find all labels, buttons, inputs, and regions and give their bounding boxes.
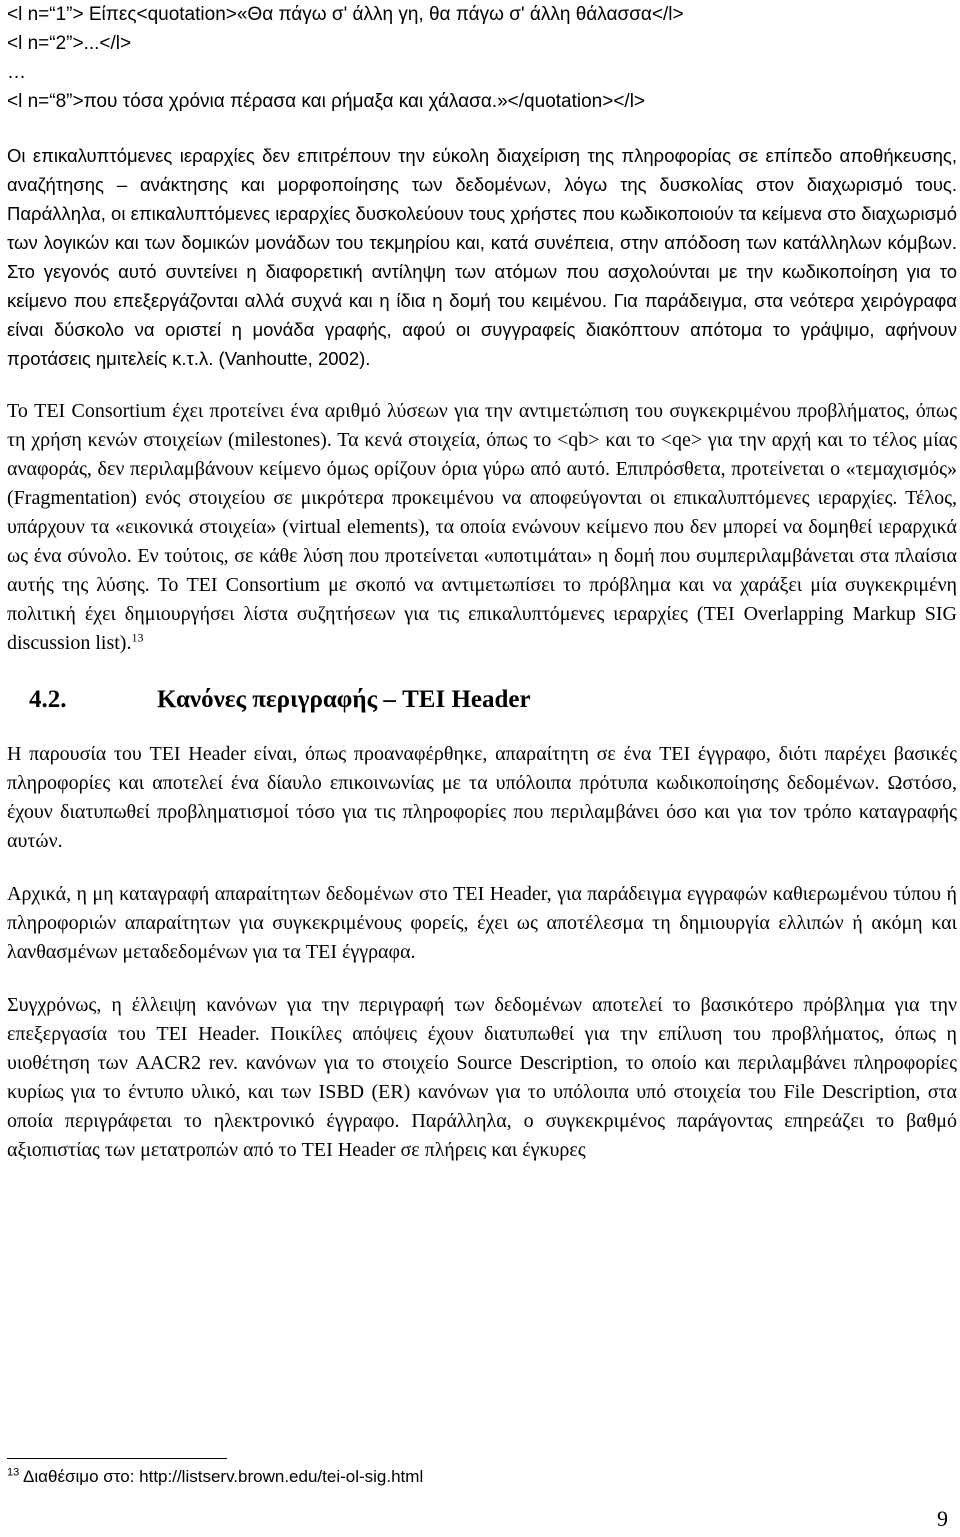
paragraph-tei-header-presence: Η παρουσία του TEI Header είναι, όπως προαναφέρθηκε, απαραίτητη σε ένα TEI έγγραφο, διότι παρέχει βασικές πληροφορίες και αποτελεί ένα δίαυλο επικοινωνίας με τα υπόλοιπα πρότυπα κωδικοποίησης δεδομένων. Ωστόσο, έχουν διατυπωθεί προβληματισμοί τόσο για τις πληροφορίες που περιλαμβάνει όσο και για τον τρόπο καταγραφής αυτών. <box>7 743 957 852</box>
footnote-text: Διαθέσιμο στο: http://listserv.brown.edu/tei-ol-sig.html <box>23 1467 424 1486</box>
section-number: 4.2. <box>29 686 67 713</box>
paragraph-tei-consortium-text: Το TEI Consortium έχει προτείνει ένα αριθμό λύσεων για την αντιμετώπιση του συγκεκριμένου προβλήματος, όπως τη χρήση κενών στοιχείων (milestones). Τα κενά στοιχεία, όπως το <qb> και το <qe> για την αρχή και το τέλος μίας αναφοράς, δεν περιλαμβάνουν κείμενο όμως ορίζουν όρια γύρω από αυτό. Επιπρόσθετα, προτείνεται ο «τεμαχισμός» (Fragmentation) ενός στοιχείου σε μικρότερα προκειμένου να αποφεύγονται οι επικαλυπτόμενες ιεραρχίες. Τέλος, υπάρχουν τα «εικονικά στοιχεία» (virtual elements), τα οποία ενώνουν κείμενο που δεν μπορεί να δομηθεί ιεραρχικά ως ένα σύνολο. Εν τούτοις, σε κάθε λύση που προτείνεται «υποτιμάται» η δομή που συμπεριλαμβάνεται στα πλαίσια αυτής της λύσης. Το TEI Consortium με σκοπό να αντιμετωπίσει το πρόβλημα και να χαράξει μία συγκεκριμένη πολιτική έχει δημιουργήσει λίστα συζητήσεων για τις επικαλυπτόμενες ιεραρχίες (TEI Overlapping Markup SIG discussion list). <box>7 400 957 654</box>
code-line-2: <l n=“2”>...</l> <box>7 33 132 54</box>
footnote-separator <box>7 1458 227 1459</box>
code-excerpt <box>7 0 957 116</box>
footnote-marker: 13 <box>7 1466 20 1479</box>
code-line-1: <l n=“1”> Είπες<quotation>«Θα πάγω σ' άλλη γη, θα πάγω σ' άλλη θάλασσα</l> <box>7 4 684 25</box>
code-line-ellipsis: … <box>7 62 26 83</box>
paragraph-tei-consortium <box>7 397 957 658</box>
code-line-8: <l n=“8”>που τόσα χρόνια πέρασα και ρήμαξα και χάλασα.»</quotation></l> <box>7 91 646 112</box>
paragraph-missing-data: Αρχικά, η μη καταγραφή απαραίτητων δεδομένων στο TEI Header, για παράδειγμα εγγραφών καθιερωμένου τύπου ή πληροφοριών απαραίτητων για συγκεκριμένους φορείς, έχει ως αποτέλεσμα τη δημιουργία ελλιπών ή ακόμη και λανθασμένων μεταδεδομένων για τα TEI έγγραφα. <box>7 883 957 963</box>
footnote <box>7 1466 423 1488</box>
paragraph-lack-of-rules: Συγχρόνως, η έλλειψη κανόνων για την περιγραφή των δεδομένων αποτελεί το βασικότερο πρόβλημα για την επεξεργασία του TEI Header. Ποικίλες απόψεις έχουν διατυπωθεί για την επίλυση του προβλήματος, όπως η υιοθέτηση των AACR2 rev. κανόνων για το στοιχείο Source Description, το οποίο και περιλαμβάνει πληροφορίες κυρίως για το έντυπο υλικό, και των ISBD (ER) κανόνων για το υπόλοιπα υπό στοιχεία του File Description, στα οποία περιγράφεται το ηλεκτρονικό έγγραφο. Παράλληλα, ο συγκεκριμένος παράγοντας επηρεάζει το βαθμό αξιοπιστίας των μετατροπών από το TEI Header σε πλήρεις και έγκυρες <box>7 994 957 1161</box>
section-heading <box>7 684 957 716</box>
footnote-reference: 13 <box>131 630 144 645</box>
document-page <box>7 0 957 1165</box>
paragraph-overlapping-hierarchies: Οι επικαλυπτόμενες ιεραρχίες δεν επιτρέπουν την εύκολη διαχείριση της πληροφορίας σε επίπεδο αποθήκευσης, αναζήτησης – ανάκτησης και μορφοποίησης των δεδομένων, λόγω της δυσκολίας στον διαχωρισμό τους. Παράλληλα, οι επικαλυπτόμενες ιεραρχίες δυσκολεύουν τους χρήστες που κωδικοποιούν τα κείμενα στο διαχωρισμό των λογικών και των δομικών μονάδων του τεκμηρίου και, κατά συνέπεια, στην απόδοση των κατάλληλων κόμβων. Στο γεγονός αυτό συντείνει η διαφορετική αντίληψη των ατόμων που ασχολούνται με την κωδικοποίηση για το κείμενο που επεξεργάζονται αλλά συχνά και η ίδια η δομή του κειμένου. Για παράδειγμα, στα νεότερα χειρόγραφα είναι δύσκολο να οριστεί η μονάδα γραφής, αφού οι συγγραφείς διακόπτουν απότομα το γράψιμο, αφήνουν προτάσεις ημιτελείς κ.τ.λ. (Vanhoutte, 2002). <box>7 145 957 369</box>
page-number: 9 <box>937 1506 948 1531</box>
section-title: Κανόνες περιγραφής – TEI Header <box>157 686 531 713</box>
